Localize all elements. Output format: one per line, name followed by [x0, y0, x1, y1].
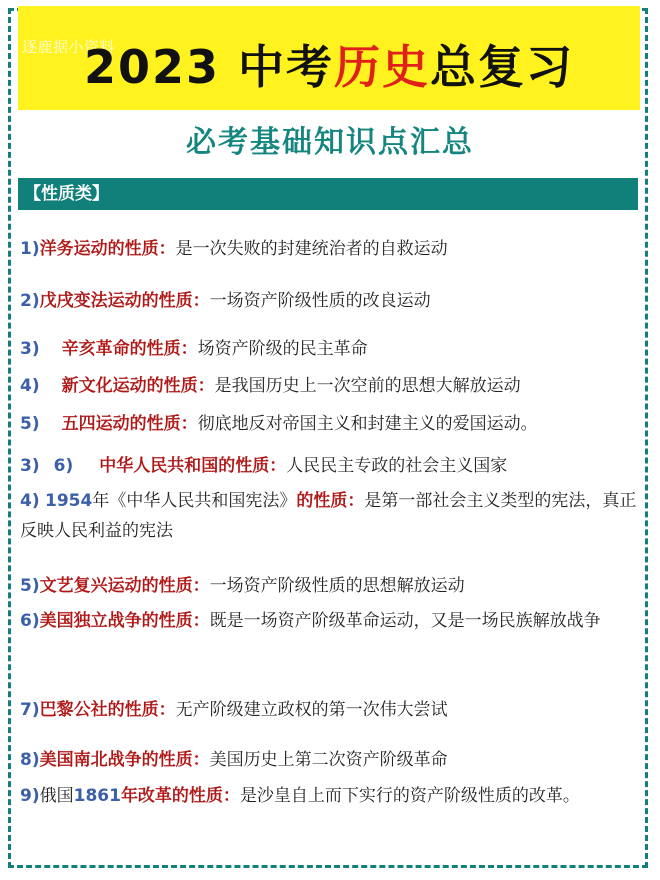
item-key: 美国南北战争的性质： [39, 750, 210, 770]
list-item [20, 234, 640, 264]
list-item [20, 571, 640, 601]
item-number: 9) [20, 786, 40, 806]
item-number: 1) [20, 239, 40, 259]
item-number: 2) [20, 291, 40, 311]
title-prefix: 2023 中考 [83, 40, 335, 94]
item-number: 4) [20, 491, 40, 511]
list-item [20, 451, 640, 481]
list-item [20, 371, 640, 401]
item-desc: 是沙皇自上而下实行的资产阶级性质的改革。 [239, 786, 580, 806]
title-suffix: 总复习 [430, 40, 575, 94]
item-key: 的性质： [296, 491, 365, 511]
item-number: 5) [20, 576, 40, 596]
subtitle: 必考基础知识点汇总 [186, 125, 474, 160]
list-item [20, 286, 640, 316]
item-desc: 彻底地反对帝国主义和封建主义的爱国运动。 [197, 414, 538, 434]
list-item [20, 486, 640, 546]
item-desc: 一场资产阶级性质的改良运动 [209, 291, 431, 311]
list-item [20, 409, 640, 439]
item-year: 1861 [73, 786, 121, 806]
item-number: 6) [20, 611, 40, 631]
category-header: 【性质类】 [18, 178, 638, 210]
item-desc: 既是一场资产阶级革命运动，又是一场民族解放战争 [209, 611, 601, 631]
list-item [20, 781, 640, 811]
item-number: 4) [20, 376, 40, 396]
list-item [20, 745, 640, 775]
item-key: 美国独立战争的性质： [39, 611, 210, 631]
item-key: 新文化运动的性质： [61, 376, 215, 396]
title-highlight: 历史 [334, 40, 431, 94]
item-key: 巴黎公社的性质： [39, 700, 176, 720]
item-key: 中华人民共和国的性质： [99, 456, 287, 476]
item-key: 戊戌变法运动的性质： [39, 291, 210, 311]
item-desc: 是我国历史上一次空前的思想大解放运动 [214, 376, 521, 396]
list-item [20, 695, 640, 725]
item-desc: 是一次失败的封建统治者的自救运动 [175, 239, 448, 259]
item-key: 辛亥革命的性质： [61, 339, 198, 359]
item-number: 3) [20, 456, 40, 476]
item-key: 洋务运动的性质： [39, 239, 176, 259]
item-desc: 场资产阶级的民主革命 [197, 339, 368, 359]
item-desc: 是第一部社会主义类型的宪法，真正反映人民利益的宪法 [20, 491, 637, 541]
item-year: 1954 [45, 491, 93, 511]
list-item [20, 334, 640, 364]
item-number: 8) [20, 750, 40, 770]
item-key: 年改革的性质： [120, 786, 240, 806]
item-mid: 年《中华人民共和国宪法》 [92, 491, 297, 511]
watermark: 逐鹿据小资料 [22, 38, 116, 56]
item-desc: 人民民主专政的社会主义国家 [286, 456, 508, 476]
item-prefix: 俄国 [39, 786, 74, 806]
page-title [18, 32, 640, 102]
item-desc: 无产阶级建立政权的第一次伟大尝试 [175, 700, 448, 720]
item-key: 五四运动的性质： [61, 414, 198, 434]
item-number: 3) [20, 339, 40, 359]
item-key: 文艺复兴运动的性质： [39, 576, 210, 596]
list-item [20, 606, 640, 636]
item-desc: 美国历史上第二次资产阶级革命 [209, 750, 448, 770]
item-subnumber: 6) [53, 456, 74, 476]
item-number: 5) [20, 414, 40, 434]
item-desc: 一场资产阶级性质的思想解放运动 [209, 576, 465, 596]
item-number: 7) [20, 700, 40, 720]
